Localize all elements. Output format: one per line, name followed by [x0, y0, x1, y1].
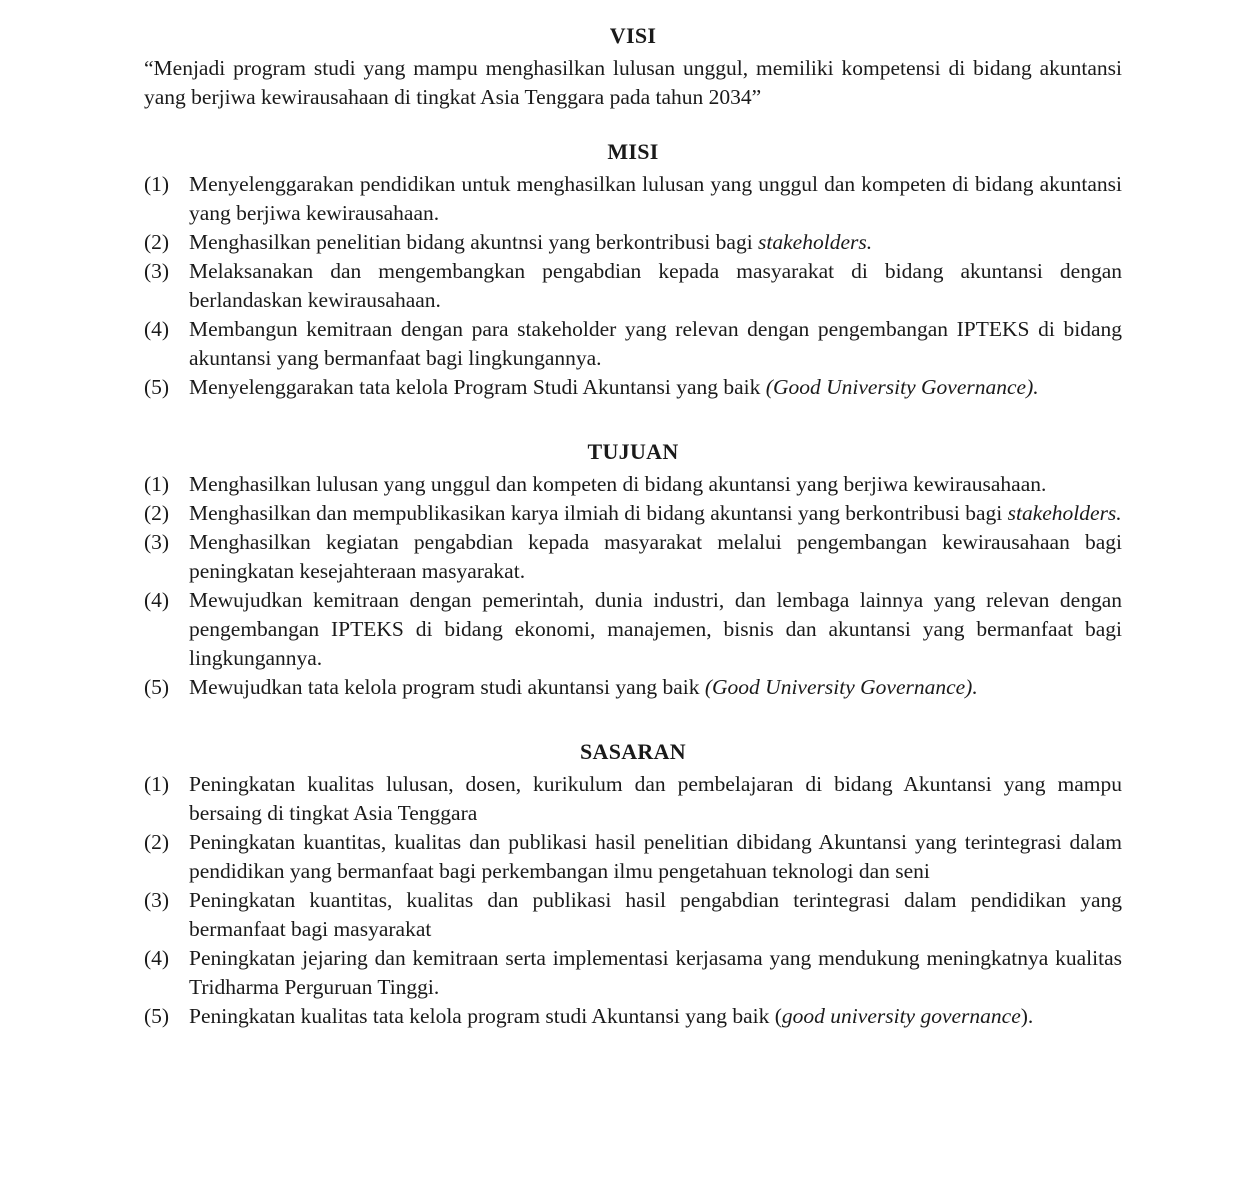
- item-number: (4): [144, 317, 170, 341]
- list-item: [144, 228, 1122, 257]
- misi-heading: MISI: [607, 139, 659, 164]
- list-item: [144, 170, 1122, 228]
- item-text: Peningkatan jejaring dan kemitraan serta implementasi kerjasama yang mendukung meningkatnya kualitas Tridharma Perguruan Tinggi.: [189, 946, 1122, 999]
- list-item: [144, 257, 1122, 315]
- item-text: Menyelenggarakan pendidikan untuk menghasilkan lulusan yang unggul dan kompeten di bidang akuntansi yang berjiwa kewirausahaan.: [189, 172, 1122, 225]
- tujuan-heading: TUJUAN: [587, 439, 679, 464]
- item-number: (3): [144, 530, 170, 554]
- tujuan-list: [144, 470, 1122, 702]
- item-text: Menyelenggarakan tata kelola Program Studi Akuntansi yang baik (Good University Governance).: [189, 375, 1039, 399]
- item-text: Menghasilkan dan mempublikasikan karya ilmiah di bidang akuntansi yang berkontribusi bagi stakeholders.: [189, 501, 1122, 525]
- list-item: [144, 528, 1122, 586]
- document-page: [144, 22, 1122, 1031]
- sasaran-section: [144, 738, 1122, 1031]
- visi-text: “Menjadi program studi yang mampu menghasilkan lulusan unggul, memiliki kompetensi di bidang akuntansi yang berjiwa kewirausahaan di tingkat Asia Tenggara pada tahun 2034”: [144, 56, 1122, 109]
- tujuan-section: [144, 438, 1122, 702]
- item-number: (5): [144, 1004, 170, 1028]
- item-text: Membangun kemitraan dengan para stakeholder yang relevan dengan pengembangan IPTEKS di bidang akuntansi yang bermanfaat bagi lingkungannya.: [189, 317, 1122, 370]
- item-number: (4): [144, 588, 170, 612]
- item-number: (5): [144, 675, 170, 699]
- visi-section: [144, 22, 1122, 112]
- item-text: Menghasilkan penelitian bidang akuntnsi yang berkontribusi bagi stakeholders.: [189, 230, 873, 254]
- misi-list: [144, 170, 1122, 402]
- item-text: Mewujudkan kemitraan dengan pemerintah, dunia industri, dan lembaga lainnya yang relevan dengan pengembangan IPTEKS di bidang ekonomi, manajemen, bisnis dan akuntansi yang bermanfaat bagi lingkungannya.: [189, 588, 1122, 670]
- list-item: [144, 828, 1122, 886]
- list-item: [144, 770, 1122, 828]
- item-number: (4): [144, 946, 170, 970]
- item-text: Menghasilkan kegiatan pengabdian kepada masyarakat melalui pengembangan kewirausahaan bagi peningkatan kesejahteraan masyarakat.: [189, 530, 1122, 583]
- item-number: (2): [144, 830, 170, 854]
- item-text: Melaksanakan dan mengembangkan pengabdian kepada masyarakat di bidang akuntansi dengan berlandaskan kewirausahaan.: [189, 259, 1122, 312]
- sasaran-list: [144, 770, 1122, 1031]
- item-text: Peningkatan kuantitas, kualitas dan publikasi hasil pengabdian terintegrasi dalam pendidikan yang bermanfaat bagi masyarakat: [189, 888, 1122, 941]
- item-number: (1): [144, 472, 170, 496]
- item-text: Peningkatan kualitas lulusan, dosen, kurikulum dan pembelajaran di bidang Akuntansi yang mampu bersaing di tingkat Asia Tenggara: [189, 772, 1122, 825]
- list-item: [144, 499, 1122, 528]
- item-number: (3): [144, 888, 170, 912]
- item-number: (2): [144, 501, 170, 525]
- list-item: [144, 886, 1122, 944]
- item-number: (1): [144, 172, 170, 196]
- list-item: [144, 373, 1122, 402]
- sasaran-heading: SASARAN: [579, 739, 686, 764]
- list-item: [144, 586, 1122, 673]
- list-item: [144, 470, 1122, 499]
- list-item: [144, 1002, 1122, 1031]
- item-text: Peningkatan kuantitas, kualitas dan publikasi hasil penelitian dibidang Akuntansi yang terintegrasi dalam pendidikan yang bermanfaat bagi perkembangan ilmu pengetahuan teknologi dan seni: [189, 830, 1122, 883]
- item-text: Menghasilkan lulusan yang unggul dan kompeten di bidang akuntansi yang berjiwa kewirausahaan.: [189, 472, 1047, 496]
- list-item: [144, 673, 1122, 702]
- visi-heading: VISI: [609, 23, 657, 48]
- item-number: (5): [144, 375, 170, 399]
- item-number: (3): [144, 259, 170, 283]
- item-number: (1): [144, 772, 170, 796]
- list-item: [144, 315, 1122, 373]
- item-text: Peningkatan kualitas tata kelola program studi Akuntansi yang baik (good university governance).: [189, 1004, 1034, 1028]
- misi-section: [144, 138, 1122, 402]
- list-item: [144, 944, 1122, 1002]
- item-number: (2): [144, 230, 170, 254]
- item-text: Mewujudkan tata kelola program studi akuntansi yang baik (Good University Governance).: [189, 675, 978, 699]
